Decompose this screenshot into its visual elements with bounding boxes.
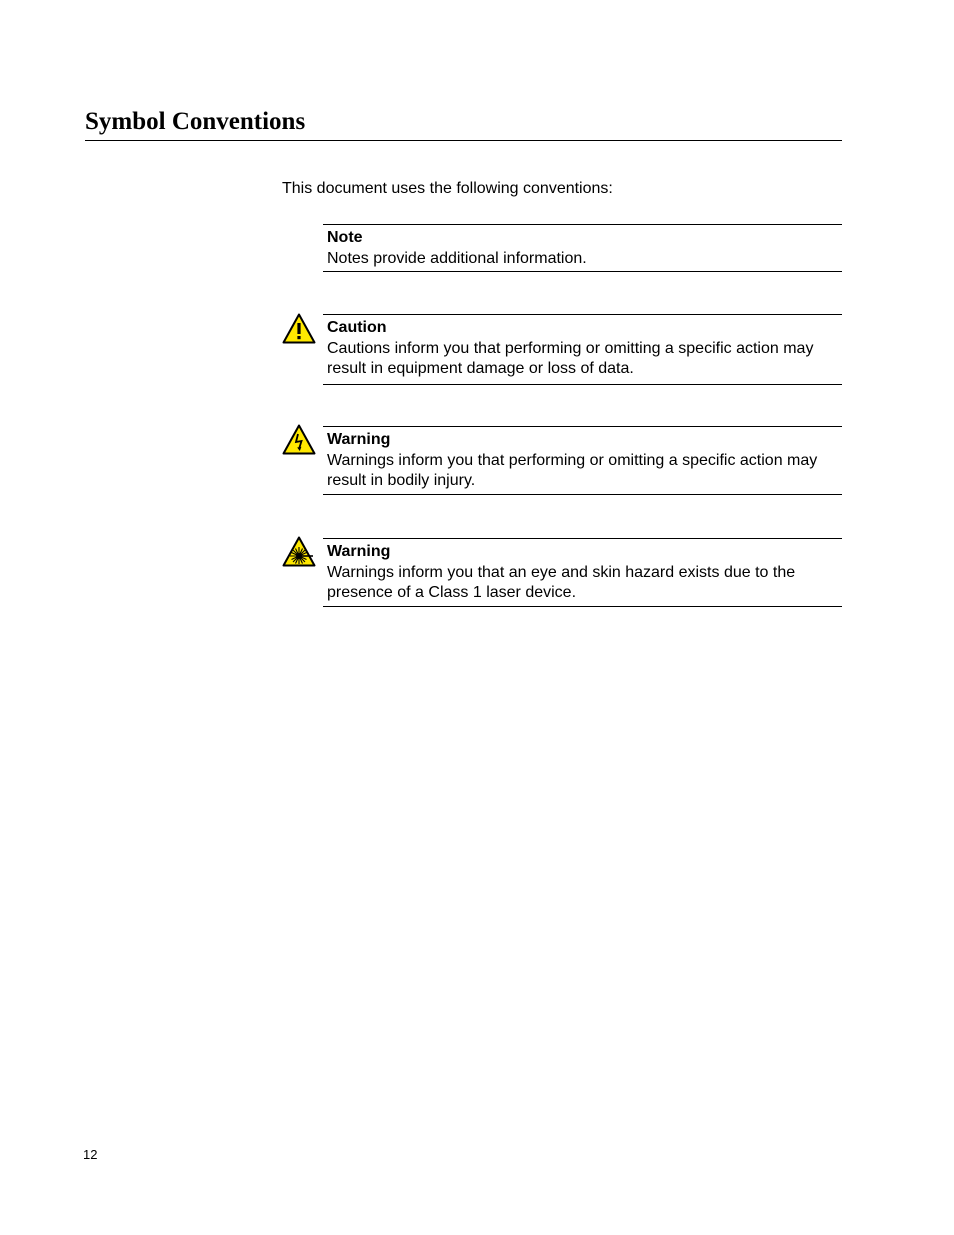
caution-exclamation-icon <box>282 313 316 344</box>
page-number: 12 <box>83 1147 98 1162</box>
caution-heading: Caution <box>327 319 387 336</box>
caution-box <box>323 314 842 385</box>
laser-warning-body: Warnings inform you that an eye and skin hazard exists due to the presence of a Class 1 laser device. <box>327 564 796 601</box>
caution-body: Cautions inform you that performing or omitting a specific action may result in equipment damage or loss of data. <box>327 340 814 377</box>
electrical-warning-box <box>323 426 842 495</box>
electrical-warning-body: Warnings inform you that performing or omitting a specific action may result in bodily injury. <box>327 452 818 489</box>
laser-hazard-icon <box>282 536 316 567</box>
note-body: Notes provide additional information. <box>327 250 587 267</box>
laser-warning-heading: Warning <box>327 543 391 560</box>
laser-warning-box <box>323 538 842 607</box>
electrical-warning-heading: Warning <box>327 431 391 448</box>
note-heading: Note <box>327 229 363 246</box>
page-title: Symbol Conventions <box>85 108 306 135</box>
electrical-hazard-icon <box>282 424 316 455</box>
note-box <box>323 224 842 272</box>
title-divider <box>85 140 842 141</box>
intro-text: This document uses the following conventions: <box>282 180 613 197</box>
